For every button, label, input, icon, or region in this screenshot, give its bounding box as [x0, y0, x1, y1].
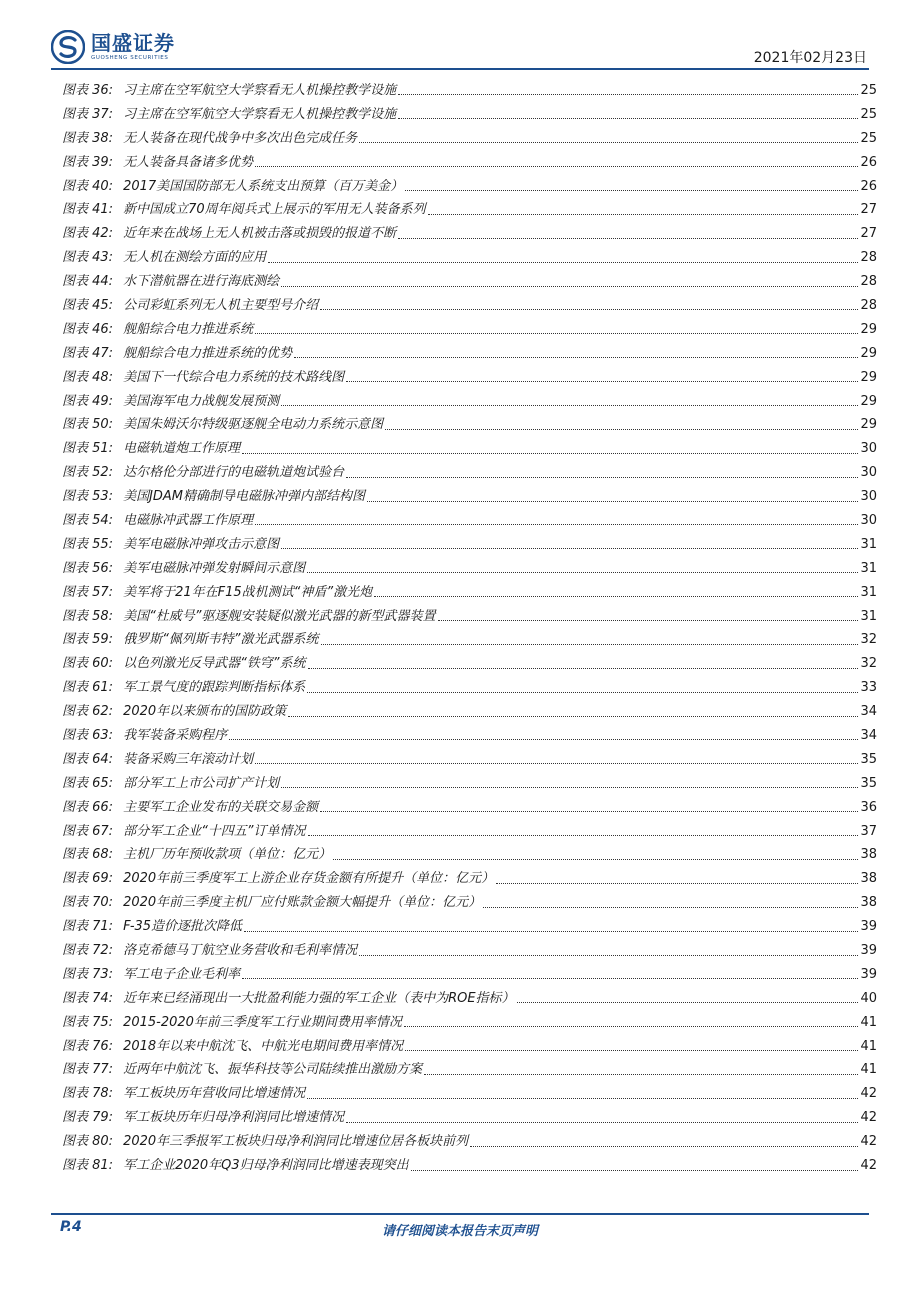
figure-page-number: 25	[860, 82, 877, 98]
figure-page-number: 32	[860, 656, 877, 672]
figure-page-number: 31	[860, 536, 877, 552]
toc-entry[interactable]	[62, 820, 877, 844]
figure-title: 无人机在测绘方面的应用	[123, 250, 267, 266]
figure-title: 部分军工上市公司扩产计划	[123, 775, 280, 791]
figure-title: 装备采购三年滚动计划	[123, 751, 254, 767]
figure-title: 舰船综合电力推进系统	[123, 321, 254, 337]
figure-page-number: 28	[860, 250, 877, 266]
dot-leader	[359, 955, 858, 956]
figure-page-number: 38	[860, 871, 877, 887]
footer-divider	[51, 1213, 869, 1215]
dot-leader	[424, 1074, 858, 1075]
toc-entry[interactable]	[62, 939, 877, 963]
dot-leader	[307, 1098, 858, 1099]
figure-label: 图表 59:	[62, 632, 114, 648]
dot-leader	[411, 1170, 859, 1171]
figure-label: 图表 50:	[62, 417, 114, 433]
figure-label: 图表 56:	[62, 560, 114, 576]
figure-label: 图表 72:	[62, 943, 114, 958]
dot-leader	[321, 644, 859, 645]
figure-page-number: 32	[860, 632, 877, 648]
toc-entry[interactable]	[62, 1035, 877, 1059]
figure-page-number: 38	[860, 895, 877, 911]
figure-label: 图表 45:	[62, 297, 114, 313]
figure-label: 图表 47:	[62, 345, 114, 361]
figure-title: 美军将于21年在F15战机测试“神盾”激光炮	[123, 584, 373, 600]
figure-title: 美国“杜威号”驱逐舰安装疑似激光武器的新型武器装置	[123, 608, 436, 624]
figure-page-number: 42	[860, 1134, 877, 1150]
toc-entry[interactable]	[62, 700, 877, 724]
figure-label: 图表 38:	[62, 130, 114, 146]
figure-label: 图表 46:	[62, 321, 114, 337]
toc-entry[interactable]	[62, 533, 877, 557]
figure-title: 2018年以来中航沈飞、中航光电期间费用率情况	[123, 1038, 404, 1054]
figure-page-number: 39	[860, 966, 877, 982]
figure-label: 图表 63:	[62, 727, 114, 743]
dot-leader	[398, 94, 858, 95]
dot-leader	[255, 524, 858, 525]
figure-page-number: 35	[860, 751, 877, 767]
figure-label: 图表 74:	[62, 990, 114, 1006]
dot-leader	[255, 763, 858, 764]
company-logo	[51, 30, 175, 64]
disclaimer-note: 请仔细阅读本报告末页声明	[381, 1224, 538, 1239]
figure-page-number: 26	[860, 154, 877, 170]
figure-label: 图表 75:	[62, 1014, 114, 1030]
figure-page-number: 37	[860, 823, 877, 839]
dot-leader	[470, 1146, 858, 1147]
figure-page-number: 29	[860, 393, 877, 409]
toc-entry[interactable]	[62, 485, 877, 509]
logo-mark-icon	[51, 30, 85, 64]
figure-title: 近年来在战场上无人机被击落或损毁的报道不断	[123, 226, 397, 242]
figure-title: 主机厂历年预收款项（单位：亿元）	[123, 847, 332, 863]
dot-leader	[367, 501, 858, 502]
dot-leader	[496, 883, 858, 884]
dot-leader	[268, 262, 858, 263]
figure-page-number: 31	[860, 584, 877, 600]
figure-page-number: 41	[860, 1014, 877, 1030]
figure-title: 以色列激光反导武器“铁穹”系统	[123, 656, 306, 672]
figure-page-number: 33	[860, 680, 877, 696]
figure-label: 图表 41:	[62, 202, 114, 218]
figure-title: 无人装备具备诸多优势	[123, 154, 254, 170]
figure-page-number: 31	[860, 560, 877, 576]
figure-label: 图表 67:	[62, 823, 114, 839]
dot-leader	[294, 357, 858, 358]
dot-leader	[255, 333, 858, 334]
toc-entry[interactable]	[62, 127, 877, 151]
figure-label: 图表 43:	[62, 250, 114, 266]
figure-title: 洛克希德马丁航空业务营收和毛利率情况	[123, 943, 358, 958]
toc-entry[interactable]	[62, 103, 877, 127]
dot-leader	[288, 716, 858, 717]
figure-title: 我军装备采购程序	[123, 727, 228, 743]
figure-title: 部分军工企业“十四五”订单情况	[123, 823, 306, 839]
figure-title: F-35造价逐批次降低	[123, 919, 243, 935]
figure-label: 图表 54:	[62, 512, 114, 528]
figure-page-number: 25	[860, 130, 877, 146]
dot-leader	[428, 214, 859, 215]
figure-page-number: 38	[860, 847, 877, 863]
dot-leader	[320, 811, 858, 812]
figure-label: 图表 37:	[62, 106, 114, 122]
dot-leader	[242, 453, 858, 454]
figure-page-number: 41	[860, 1062, 877, 1078]
toc-entry[interactable]	[62, 1082, 877, 1106]
figure-title: 军工电子企业毛利率	[123, 966, 241, 982]
dot-leader	[333, 859, 858, 860]
figure-label: 图表 69:	[62, 871, 114, 887]
toc-entry[interactable]	[62, 413, 877, 437]
page-number: P.4	[60, 1219, 82, 1235]
figure-page-number: 29	[860, 321, 877, 337]
toc-entry[interactable]	[62, 676, 877, 700]
dot-leader	[398, 118, 858, 119]
toc-entry[interactable]	[62, 772, 877, 796]
figure-page-number: 34	[860, 704, 877, 720]
page-header	[0, 0, 920, 72]
figure-page-number: 29	[860, 369, 877, 385]
dot-leader	[346, 381, 858, 382]
figure-title: 军工板块历年营收同比增速情况	[123, 1086, 306, 1102]
dot-leader	[281, 405, 858, 406]
figure-page-number: 40	[860, 990, 877, 1006]
figure-title: 习主席在空军航空大学察看无人机操控教学设施	[123, 82, 397, 98]
toc-entry[interactable]	[62, 867, 877, 891]
toc-entry[interactable]	[62, 79, 877, 103]
figure-label: 图表 58:	[62, 608, 114, 624]
dot-leader	[229, 739, 858, 740]
dot-leader	[346, 1122, 858, 1123]
toc-entry[interactable]	[62, 246, 877, 270]
figure-label: 图表 68:	[62, 847, 114, 863]
figure-label: 图表 77:	[62, 1062, 114, 1078]
figure-title: 舰船综合电力推进系统的优势	[123, 345, 293, 361]
dot-leader	[405, 190, 858, 191]
dot-leader	[517, 1002, 859, 1003]
figure-title: 新中国成立70周年阅兵式上展示的军用无人装备系列	[123, 202, 426, 218]
dot-leader	[255, 166, 858, 167]
figure-title: 电磁轨道炮工作原理	[123, 441, 241, 457]
figure-title: 达尔格伦分部进行的电磁轨道炮试验台	[123, 465, 345, 481]
toc-entry[interactable]	[62, 605, 877, 629]
figure-page-number: 27	[860, 226, 877, 242]
toc-entry[interactable]	[62, 963, 877, 987]
dot-leader	[359, 142, 858, 143]
toc-entry[interactable]	[62, 796, 877, 820]
figure-label: 图表 53:	[62, 489, 114, 505]
figure-label: 图表 42:	[62, 226, 114, 242]
figure-page-number: 29	[860, 345, 877, 361]
dot-leader	[307, 692, 858, 693]
figure-title: 2017美国国防部无人系统支出预算（百万美金）	[123, 178, 404, 194]
figure-title: 主要军工企业发布的关联交易金额	[123, 799, 319, 815]
figure-page-number: 27	[860, 202, 877, 218]
toc-entry[interactable]	[62, 366, 877, 390]
figure-title: 2020年以来颁布的国防政策	[123, 704, 287, 720]
toc-entry[interactable]	[62, 461, 877, 485]
figure-label: 图表 70:	[62, 895, 114, 911]
figure-page-number: 34	[860, 727, 877, 743]
figure-label: 图表 52:	[62, 465, 114, 481]
dot-leader	[405, 1050, 858, 1051]
figure-title: 电磁脉冲武器工作原理	[123, 512, 254, 528]
dot-leader	[281, 286, 858, 287]
dot-leader	[438, 620, 859, 621]
toc-entry[interactable]	[62, 342, 877, 366]
figure-label: 图表 76:	[62, 1038, 114, 1054]
figure-page-number: 30	[860, 489, 877, 505]
figure-title: 近年来已经涌现出一大批盈利能力强的军工企业（表中为ROE指标）	[123, 990, 515, 1006]
toc-entry[interactable]	[62, 652, 877, 676]
figure-page-number: 39	[860, 943, 877, 958]
dot-leader	[308, 835, 859, 836]
figure-label: 图表 39:	[62, 154, 114, 170]
dot-leader	[385, 429, 858, 430]
figure-page-number: 39	[860, 919, 877, 935]
logo-english-name: GUOSHENG SECURITIES	[91, 55, 169, 61]
figure-page-number: 31	[860, 608, 877, 624]
dot-leader	[281, 787, 858, 788]
figure-title: 军工景气度的跟踪判断指标体系	[123, 680, 306, 696]
figure-label: 图表 60:	[62, 656, 114, 672]
dot-leader	[307, 572, 858, 573]
figure-label: 图表 48:	[62, 369, 114, 385]
report-date: 2021年02月23日	[753, 50, 867, 66]
figure-title: 美国海军电力战舰发展预测	[123, 393, 280, 409]
toc-entry[interactable]	[62, 628, 877, 652]
figure-label: 图表 40:	[62, 178, 114, 194]
figure-title: 俄罗斯“佩列斯韦特”激光武器系统	[123, 632, 319, 648]
figure-title: 军工企业2020年Q3归母净利润同比增速表现突出	[123, 1158, 409, 1174]
toc-entry[interactable]	[62, 318, 877, 342]
figure-page-number: 42	[860, 1086, 877, 1102]
toc-entry[interactable]	[62, 198, 877, 222]
figure-title: 近两年中航沈飞、振华科技等公司陆续推出激励方案	[123, 1062, 423, 1078]
figure-page-number: 28	[860, 297, 877, 313]
toc-entry[interactable]	[62, 581, 877, 605]
toc-entry[interactable]	[62, 270, 877, 294]
figure-page-number: 41	[860, 1038, 877, 1054]
figure-title: 美国下一代综合电力系统的技术路线图	[123, 369, 345, 385]
figure-label: 图表 64:	[62, 751, 114, 767]
figure-label: 图表 57:	[62, 584, 114, 600]
toc-entry[interactable]	[62, 557, 877, 581]
figure-title: 公司彩虹系列无人机主要型号介绍	[123, 297, 319, 313]
toc-entry[interactable]	[62, 1011, 877, 1035]
figure-label: 图表 49:	[62, 393, 114, 409]
dot-leader	[374, 596, 858, 597]
figure-list	[62, 79, 877, 1178]
figure-title: 2020年前三季度主机厂应付账款金额大幅提升（单位：亿元）	[123, 895, 482, 911]
figure-title: 美国JDAM精确制导电磁脉冲弹内部结构图	[123, 489, 366, 505]
toc-entry[interactable]	[62, 390, 877, 414]
figure-label: 图表 55:	[62, 536, 114, 552]
dot-leader	[404, 1026, 859, 1027]
figure-page-number: 26	[860, 178, 877, 194]
toc-entry[interactable]	[62, 294, 877, 318]
dot-leader	[346, 477, 858, 478]
figure-label: 图表 61:	[62, 680, 114, 696]
toc-entry[interactable]	[62, 724, 877, 748]
figure-title: 军工板块历年归母净利润同比增速情况	[123, 1110, 345, 1126]
figure-page-number: 30	[860, 512, 877, 528]
figure-label: 图表 66:	[62, 799, 114, 815]
figure-page-number: 28	[860, 274, 877, 290]
figure-title: 美国朱姆沃尔特级驱逐舰全电动力系统示意图	[123, 417, 384, 433]
figure-label: 图表 78:	[62, 1086, 114, 1102]
figure-page-number: 36	[860, 799, 877, 815]
figure-title: 美军电磁脉冲弹发射瞬间示意图	[123, 560, 306, 576]
figure-title: 2020年三季报军工板块归母净利润同比增速位居各板块前列	[123, 1134, 469, 1150]
dot-leader	[242, 978, 858, 979]
figure-label: 图表 79:	[62, 1110, 114, 1126]
header-divider	[51, 68, 869, 70]
toc-entry[interactable]	[62, 175, 877, 199]
dot-leader	[244, 931, 858, 932]
figure-title: 水下潜航器在进行海底测绘	[123, 274, 280, 290]
logo-name: 国盛证券	[91, 31, 175, 55]
figure-page-number: 30	[860, 465, 877, 481]
dot-leader	[320, 309, 858, 310]
toc-entry[interactable]	[62, 1059, 877, 1083]
toc-entry[interactable]	[62, 1154, 877, 1178]
figure-label: 图表 80:	[62, 1134, 114, 1150]
toc-entry[interactable]	[62, 1130, 877, 1154]
toc-entry[interactable]	[62, 509, 877, 533]
toc-entry[interactable]	[62, 748, 877, 772]
toc-entry[interactable]	[62, 891, 877, 915]
dot-leader	[308, 668, 859, 669]
figure-title: 习主席在空军航空大学察看无人机操控教学设施	[123, 106, 397, 122]
figure-title: 2020年前三季度军工上游企业存货金额有所提升（单位：亿元）	[123, 871, 495, 887]
toc-entry[interactable]	[62, 437, 877, 461]
toc-entry[interactable]	[62, 151, 877, 175]
figure-title: 美军电磁脉冲弹攻击示意图	[123, 536, 280, 552]
figure-label: 图表 51:	[62, 441, 114, 457]
figure-label: 图表 65:	[62, 775, 114, 791]
toc-entry[interactable]	[62, 844, 877, 868]
figure-page-number: 42	[860, 1158, 877, 1174]
figure-page-number: 35	[860, 775, 877, 791]
figure-page-number: 29	[860, 417, 877, 433]
figure-label: 图表 81:	[62, 1158, 114, 1174]
figure-page-number: 30	[860, 441, 877, 457]
figure-label: 图表 36:	[62, 82, 114, 98]
figure-page-number: 25	[860, 106, 877, 122]
figure-page-number: 42	[860, 1110, 877, 1126]
figure-label: 图表 62:	[62, 704, 114, 720]
toc-entry[interactable]	[62, 1106, 877, 1130]
figure-label: 图表 73:	[62, 966, 114, 982]
toc-entry[interactable]	[62, 915, 877, 939]
dot-leader	[281, 548, 858, 549]
toc-entry[interactable]	[62, 222, 877, 246]
figure-title: 无人装备在现代战争中多次出色完成任务	[123, 130, 358, 146]
toc-entry[interactable]	[62, 987, 877, 1011]
figure-title: 2015-2020年前三季度军工行业期间费用率情况	[123, 1014, 402, 1030]
figure-label: 图表 71:	[62, 919, 114, 935]
dot-leader	[483, 907, 858, 908]
dot-leader	[398, 238, 858, 239]
figure-label: 图表 44:	[62, 274, 114, 290]
